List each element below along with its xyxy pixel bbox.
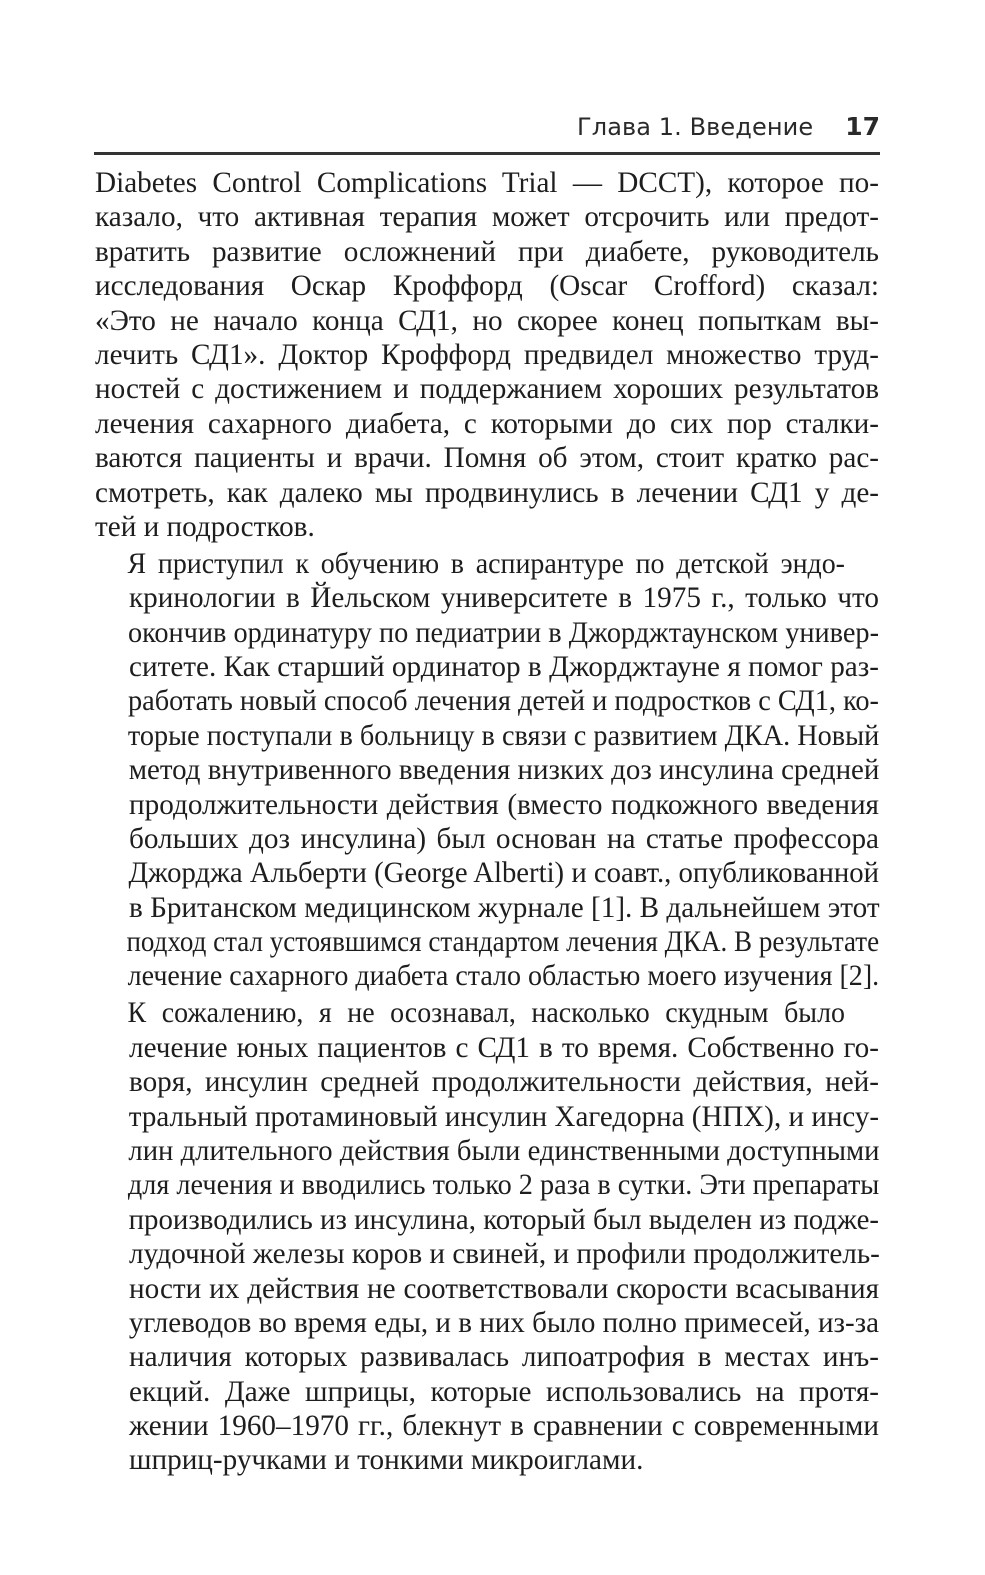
paragraph-2 xyxy=(95,547,879,994)
text-line: работать новый способ лечения детей и подростков с СД1, ко- xyxy=(127,685,880,718)
text-line: К сожалению, я не осознавал, насколько скудным было xyxy=(127,997,845,1030)
text-line: тральный протаминовый инсулин Хагедорна (НПХ), и инсу- xyxy=(128,1100,880,1133)
text-line: исследования Оскар Кроффорд (Oscar Crofford) сказал: xyxy=(95,270,879,303)
text-line: наличия которых развивалась липоатрофия в местах инъ- xyxy=(129,1341,879,1374)
text-line: производились из инсулина, который был выделен из подже- xyxy=(128,1203,880,1236)
running-header xyxy=(94,112,880,152)
text-line: для лечения и вводились только 2 раза в сутки. Эти препараты xyxy=(127,1169,880,1202)
text-line: екций. Даже шприцы, которые использовались на протя- xyxy=(129,1375,879,1408)
text-line: продолжительности действия (вместо подкожного введения xyxy=(129,788,879,821)
text-line: ситете. Как старший ординатор в Джорджтауне я помог раз- xyxy=(129,650,879,683)
text-line: торые поступали в больницу в связи с развитием ДКА. Новый xyxy=(127,719,880,752)
text-line: углеводов во время еды, и в них было полно примесей, из-за xyxy=(128,1306,879,1339)
text-line: казало, что активная терапия может отсрочить или предот- xyxy=(95,201,879,234)
text-line: «Это не начало конца СД1, но скорее конец попыткам вы- xyxy=(95,304,879,337)
text-line: кринологии в Йельском университете в 1975 г., только что xyxy=(129,582,879,615)
text-line: лечение юных пациентов с СД1 в то время. Собственно го- xyxy=(129,1031,879,1064)
text-line: смотреть, как далеко мы продвинулись в лечении СД1 у де- xyxy=(95,476,879,509)
text-line: лечение сахарного диабета стало областью моего изучения [2]. xyxy=(127,960,880,993)
chapter-title: Глава 1. Введение xyxy=(577,113,814,141)
paragraph-3 xyxy=(95,996,879,1477)
header-rule xyxy=(94,152,880,155)
text-line: лудочной железы коров и свиней, и профили продолжитель- xyxy=(129,1238,880,1271)
text-line: подход стал устоявшимся стандартом лечения ДКА. В результате xyxy=(126,926,880,959)
text-line: метод внутривенного введения низких доз инсулина средней xyxy=(128,754,880,787)
text-line: ности их действия не соответствовали скорости всасывания xyxy=(129,1272,879,1305)
text-line: окончив ординатуру по педиатрии в Джорджтаунском универ- xyxy=(127,616,880,649)
text-line: шприц-ручками и тонкими микроиглами. xyxy=(129,1444,644,1477)
paragraph-1 xyxy=(95,166,879,544)
text-line: больших доз инсулина) был основан на статье профессора xyxy=(129,822,879,855)
text-line: вратить развитие осложнений при диабете, руководитель xyxy=(95,235,879,268)
text-line: лин длительного действия были единственными доступными xyxy=(128,1134,880,1167)
text-line: Джорджа Альберти (George Alberti) и соавт., опубликованной xyxy=(128,857,880,890)
text-line: лечения сахарного диабета, с которыми до сих пор сталки- xyxy=(95,407,879,440)
text-line: лечить СД1». Доктор Кроффорд предвидел множество труд- xyxy=(95,338,879,371)
text-line: ностей с достижением и поддержанием хороших результатов xyxy=(95,373,879,406)
text-line: Я приступил к обучению в аспирантуре по детской эндо- xyxy=(127,547,845,580)
text-line: жении 1960–1970 гг., блекнут в сравнении с современными xyxy=(129,1410,879,1443)
text-line: Diabetes Control Complications Trial — DCCT), которое по- xyxy=(95,167,879,199)
text-line: ваются пациенты и врачи. Помня об этом, стоит кратко рас- xyxy=(95,442,879,475)
body-text xyxy=(95,166,879,1478)
text-line: в Британском медицинском журнале [1]. В дальнейшем этот xyxy=(129,891,880,924)
text-line: воря, инсулин средней продолжительности действия, ней- xyxy=(129,1066,879,1099)
text-line: тей и подростков. xyxy=(95,510,315,543)
page-number: 17 xyxy=(845,112,880,141)
